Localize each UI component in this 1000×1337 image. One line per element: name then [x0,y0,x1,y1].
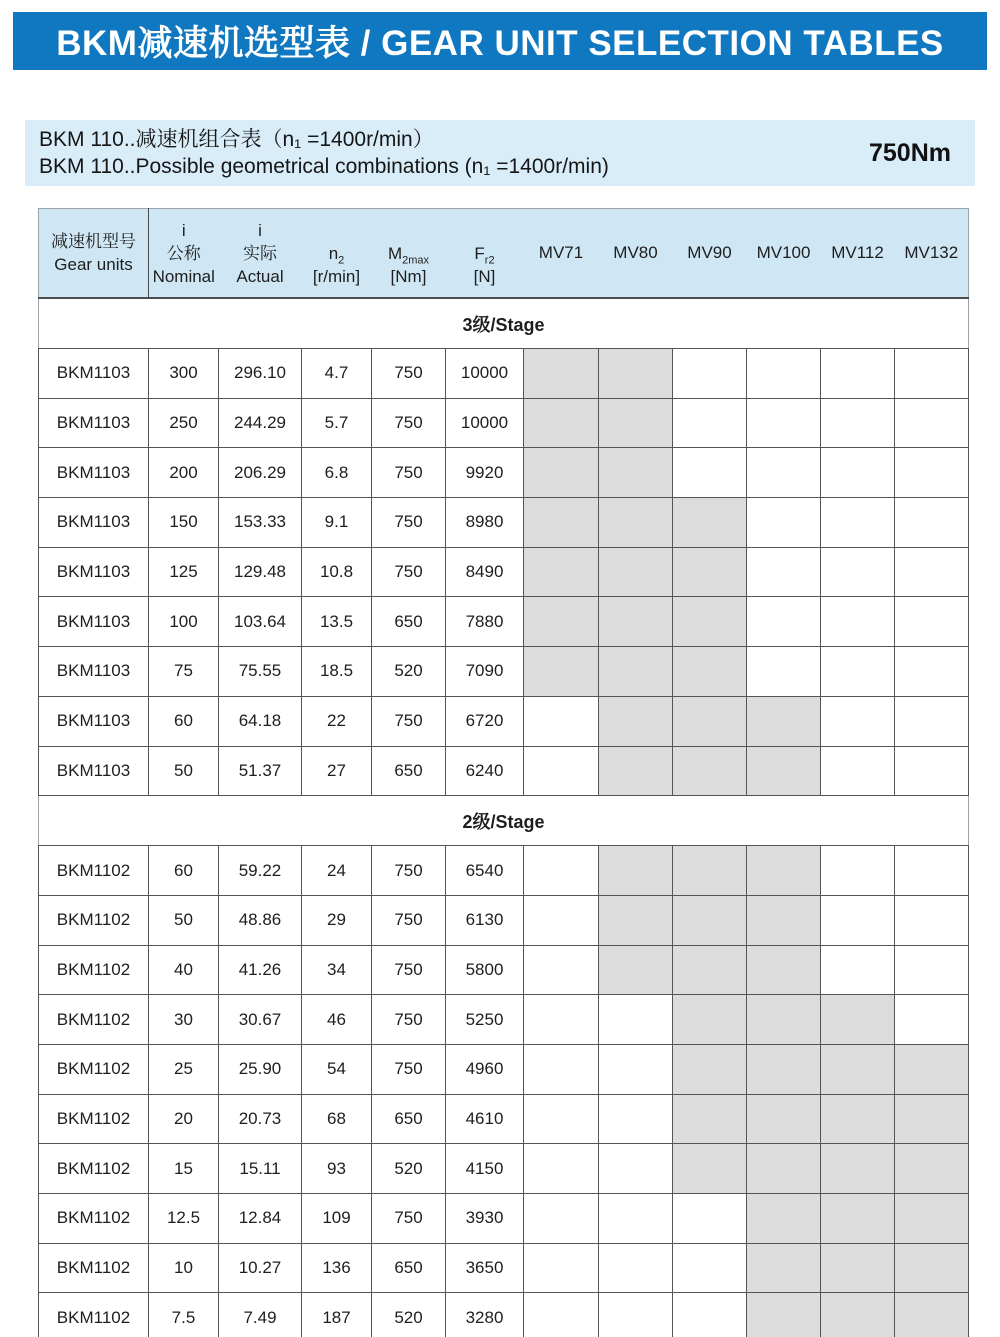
col-header-i-actual [219,209,302,299]
motor-cell-mv112 [821,746,895,796]
cell-gear-unit: BKM1102 [39,846,149,896]
cell-fr2: 3930 [446,1194,524,1244]
cell-fr2: 6240 [446,746,524,796]
motor-cell-mv100 [747,1243,821,1293]
col-header-i-nominal-en: Nominal [152,266,215,286]
cell-gear-unit: BKM1102 [39,995,149,1045]
motor-cell-mv90 [673,895,747,945]
motor-cell-mv90 [673,945,747,995]
cell-fr2: 3650 [446,1243,524,1293]
col-header-gear-units-zh: 减速机型号 [51,232,136,251]
table-row [39,846,969,896]
motor-cell-mv132 [895,398,969,448]
header-row [39,209,969,299]
cell-n2: 109 [302,1194,372,1244]
cell-gear-unit: BKM1102 [39,1044,149,1094]
motor-cell-mv112 [821,1144,895,1194]
motor-cell-mv112 [821,498,895,548]
motor-cell-mv90 [673,696,747,746]
motor-cell-mv90 [673,1293,747,1337]
motor-cell-mv132 [895,945,969,995]
cell-n2: 34 [302,945,372,995]
motor-cell-mv80 [599,349,673,399]
motor-cell-mv132 [895,1044,969,1094]
motor-cell-mv80 [599,846,673,896]
motor-cell-mv100 [747,448,821,498]
motor-cell-mv71 [524,1044,599,1094]
motor-cell-mv71 [524,746,599,796]
cell-gear-unit: BKM1103 [39,498,149,548]
motor-cell-mv90 [673,995,747,1045]
cell-m2max: 750 [372,995,446,1045]
page-title: BKM减速机选型表 / GEAR UNIT SELECTION TABLES [56,24,944,63]
cell-gear-unit: BKM1103 [39,696,149,746]
table-row [39,1293,969,1337]
cell-gear-unit: BKM1103 [39,448,149,498]
motor-cell-mv100 [747,846,821,896]
col-header-fr2 [446,209,524,299]
col-header-mv71: MV71 [524,209,599,299]
motor-cell-mv80 [599,1094,673,1144]
n2-unit: [r/min] [312,266,361,286]
table-row [39,448,969,498]
motor-cell-mv80 [599,746,673,796]
motor-cell-mv100 [747,498,821,548]
cell-n2: 29 [302,895,372,945]
motor-cell-mv100 [747,1144,821,1194]
motor-cell-mv80 [599,398,673,448]
cell-gear-unit: BKM1102 [39,1243,149,1293]
cell-n2: 187 [302,1293,372,1337]
cell-i-actual: 30.67 [219,995,302,1045]
motor-cell-mv112 [821,647,895,697]
cell-n2: 68 [302,1094,372,1144]
table-row [39,398,969,448]
table-row [39,349,969,399]
cell-m2max: 750 [372,398,446,448]
motor-cell-mv80 [599,647,673,697]
title-banner [13,12,987,70]
cell-i-nominal: 125 [149,547,219,597]
cell-fr2: 6130 [446,895,524,945]
motor-cell-mv132 [895,746,969,796]
cell-i-nominal: 300 [149,349,219,399]
cell-n2: 93 [302,1144,372,1194]
cell-i-actual: 7.49 [219,1293,302,1337]
cell-m2max: 650 [372,746,446,796]
cell-m2max: 520 [372,1144,446,1194]
cell-i-nominal: 15 [149,1144,219,1194]
motor-cell-mv132 [895,846,969,896]
cell-gear-unit: BKM1102 [39,1194,149,1244]
cell-m2max: 750 [372,547,446,597]
motor-cell-mv71 [524,1293,599,1337]
motor-cell-mv90 [673,498,747,548]
motor-cell-mv71 [524,895,599,945]
motor-cell-mv100 [747,895,821,945]
motor-cell-mv112 [821,448,895,498]
cell-i-actual: 206.29 [219,448,302,498]
stage-section-label: 2级/Stage [39,796,969,846]
cell-gear-unit: BKM1103 [39,349,149,399]
motor-cell-mv112 [821,597,895,647]
motor-cell-mv71 [524,1243,599,1293]
motor-cell-mv90 [673,547,747,597]
motor-cell-mv132 [895,1094,969,1144]
col-header-gear-units [39,209,149,299]
motor-cell-mv90 [673,448,747,498]
cell-gear-unit: BKM1102 [39,1293,149,1337]
motor-cell-mv112 [821,846,895,896]
cell-i-nominal: 10 [149,1243,219,1293]
col-header-m2max [372,209,446,299]
motor-cell-mv80 [599,1243,673,1293]
motor-cell-mv90 [673,746,747,796]
motor-cell-mv71 [524,349,599,399]
motor-cell-mv90 [673,398,747,448]
stage-section-row [39,796,969,846]
motor-cell-mv90 [673,647,747,697]
motor-cell-mv80 [599,895,673,945]
motor-cell-mv100 [747,696,821,746]
subheader-lines [25,126,869,180]
motor-cell-mv100 [747,1293,821,1337]
motor-cell-mv112 [821,945,895,995]
col-header-i-nominal [149,209,219,299]
motor-cell-mv80 [599,1194,673,1244]
motor-cell-mv80 [599,945,673,995]
cell-i-nominal: 250 [149,398,219,448]
cell-i-actual: 244.29 [219,398,302,448]
cell-fr2: 4960 [446,1044,524,1094]
cell-gear-unit: BKM1103 [39,547,149,597]
motor-cell-mv112 [821,1194,895,1244]
cell-fr2: 8490 [446,547,524,597]
motor-cell-mv132 [895,696,969,746]
cell-i-nominal: 60 [149,696,219,746]
cell-n2: 18.5 [302,647,372,697]
n2-symbol: $n_2$ [328,243,345,266]
cell-n2: 24 [302,846,372,896]
cell-m2max: 750 [372,696,446,746]
m2max-symbol: $M_{2max}$ [387,243,430,266]
motor-cell-mv80 [599,696,673,746]
motor-cell-mv90 [673,846,747,896]
motor-cell-mv132 [895,895,969,945]
cell-i-actual: 15.11 [219,1144,302,1194]
cell-fr2: 3280 [446,1293,524,1337]
motor-cell-mv100 [747,746,821,796]
motor-cell-mv80 [599,995,673,1045]
motor-cell-mv80 [599,547,673,597]
cell-i-actual: 25.90 [219,1044,302,1094]
col-header-mv112: MV112 [821,209,895,299]
motor-cell-mv112 [821,1293,895,1337]
motor-cell-mv132 [895,547,969,597]
motor-cell-mv100 [747,349,821,399]
cell-i-actual: 64.18 [219,696,302,746]
motor-cell-mv100 [747,597,821,647]
motor-cell-mv112 [821,398,895,448]
motor-cell-mv100 [747,995,821,1045]
cell-fr2: 5800 [446,945,524,995]
cell-i-actual: 129.48 [219,547,302,597]
cell-i-actual: 296.10 [219,349,302,399]
motor-cell-mv71 [524,647,599,697]
cell-i-nominal: 75 [149,647,219,697]
motor-cell-mv132 [895,498,969,548]
col-header-i-symbol: i [258,220,262,240]
cell-m2max: 750 [372,1044,446,1094]
motor-cell-mv90 [673,597,747,647]
table-row [39,1194,969,1244]
motor-cell-mv132 [895,995,969,1045]
cell-m2max: 520 [372,647,446,697]
motor-cell-mv100 [747,1194,821,1244]
cell-gear-unit: BKM1103 [39,746,149,796]
col-header-mv100: MV100 [747,209,821,299]
cell-i-nominal: 60 [149,846,219,896]
subheader-line-zh: BKM 110..减速机组合表（n₁ =1400r/min） [39,128,434,151]
motor-cell-mv100 [747,945,821,995]
cell-fr2: 10000 [446,398,524,448]
fr2-symbol: $F_{r2}$ [474,243,495,266]
cell-i-nominal: 200 [149,448,219,498]
cell-m2max: 650 [372,1094,446,1144]
cell-m2max: 750 [372,945,446,995]
motor-cell-mv90 [673,1194,747,1244]
cell-i-nominal: 50 [149,746,219,796]
motor-cell-mv132 [895,1194,969,1244]
cell-i-actual: 103.64 [219,597,302,647]
cell-m2max: 750 [372,349,446,399]
cell-i-nominal: 25 [149,1044,219,1094]
cell-gear-unit: BKM1103 [39,398,149,448]
motor-cell-mv132 [895,1243,969,1293]
motor-cell-mv90 [673,1243,747,1293]
cell-fr2: 6720 [446,696,524,746]
motor-cell-mv80 [599,1044,673,1094]
cell-m2max: 750 [372,448,446,498]
m2max-unit: [Nm] [390,266,427,286]
motor-cell-mv132 [895,1144,969,1194]
cell-gear-unit: BKM1102 [39,1144,149,1194]
subheader-box [25,120,975,186]
cell-i-actual: 41.26 [219,945,302,995]
cell-fr2: 9920 [446,448,524,498]
table-row [39,895,969,945]
subheader-line-en: BKM 110..Possible geometrical combinations (n₁ =1400r/min) [39,155,609,178]
motor-cell-mv132 [895,349,969,399]
motor-cell-mv112 [821,547,895,597]
cell-m2max: 750 [372,498,446,548]
table-row [39,1243,969,1293]
table-row [39,746,969,796]
motor-cell-mv132 [895,597,969,647]
motor-cell-mv112 [821,1243,895,1293]
cell-i-nominal: 12.5 [149,1194,219,1244]
motor-cell-mv71 [524,547,599,597]
cell-i-actual: 48.86 [219,895,302,945]
motor-cell-mv132 [895,1293,969,1337]
motor-cell-mv132 [895,647,969,697]
cell-i-nominal: 20 [149,1094,219,1144]
stage-section-label: 3级/Stage [39,298,969,349]
cell-fr2: 7880 [446,597,524,647]
table-row [39,696,969,746]
motor-cell-mv100 [747,1094,821,1144]
cell-i-actual: 12.84 [219,1194,302,1244]
motor-cell-mv100 [747,547,821,597]
table-row [39,1144,969,1194]
cell-i-actual: 51.37 [219,746,302,796]
cell-i-actual: 153.33 [219,498,302,548]
motor-cell-mv132 [895,448,969,498]
motor-cell-mv71 [524,398,599,448]
cell-gear-unit: BKM1102 [39,1094,149,1144]
table-row [39,647,969,697]
table-row [39,1094,969,1144]
cell-i-actual: 10.27 [219,1243,302,1293]
cell-i-nominal: 100 [149,597,219,647]
motor-cell-mv112 [821,1044,895,1094]
cell-gear-unit: BKM1103 [39,597,149,647]
col-header-i-actual-en: Actual [236,266,284,286]
selection-table-body [39,298,969,1337]
cell-n2: 10.8 [302,547,372,597]
motor-cell-mv100 [747,1044,821,1094]
cell-n2: 136 [302,1243,372,1293]
col-header-mv132: MV132 [895,209,969,299]
cell-m2max: 520 [372,1293,446,1337]
motor-cell-mv100 [747,647,821,697]
cell-fr2: 4150 [446,1144,524,1194]
motor-cell-mv100 [747,398,821,448]
motor-cell-mv80 [599,448,673,498]
col-header-n2 [302,209,372,299]
cell-m2max: 750 [372,895,446,945]
col-header-i-symbol: i [181,220,186,240]
cell-i-actual: 75.55 [219,647,302,697]
motor-cell-mv71 [524,498,599,548]
stage-section-row [39,298,969,349]
motor-cell-mv71 [524,1144,599,1194]
cell-i-nominal: 30 [149,995,219,1045]
motor-cell-mv90 [673,349,747,399]
table-row [39,1044,969,1094]
cell-fr2: 8980 [446,498,524,548]
cell-i-nominal: 7.5 [149,1293,219,1337]
cell-m2max: 750 [372,1194,446,1244]
motor-cell-mv71 [524,945,599,995]
motor-cell-mv112 [821,995,895,1045]
motor-cell-mv71 [524,846,599,896]
cell-n2: 5.7 [302,398,372,448]
cell-n2: 4.7 [302,349,372,399]
cell-n2: 54 [302,1044,372,1094]
motor-cell-mv71 [524,995,599,1045]
col-header-mv80: MV80 [599,209,673,299]
col-header-i-nominal-zh: 公称 [166,243,201,263]
motor-cell-mv71 [524,1094,599,1144]
table-row [39,498,969,548]
cell-fr2: 4610 [446,1094,524,1144]
cell-gear-unit: BKM1103 [39,647,149,697]
cell-m2max: 750 [372,846,446,896]
cell-fr2: 10000 [446,349,524,399]
cell-n2: 9.1 [302,498,372,548]
motor-cell-mv112 [821,1094,895,1144]
cell-i-actual: 20.73 [219,1094,302,1144]
cell-fr2: 6540 [446,846,524,896]
gear-selection-table [38,208,969,1337]
cell-fr2: 7090 [446,647,524,697]
col-header-gear-units-en: Gear units [54,255,133,274]
cell-i-actual: 59.22 [219,846,302,896]
motor-cell-mv80 [599,1144,673,1194]
motor-cell-mv112 [821,895,895,945]
motor-cell-mv71 [524,597,599,647]
col-header-i-actual-zh: 实际 [243,243,277,263]
motor-cell-mv80 [599,597,673,647]
cell-i-nominal: 50 [149,895,219,945]
cell-n2: 22 [302,696,372,746]
fr2-unit: [N] [473,266,496,286]
table-row [39,995,969,1045]
motor-cell-mv112 [821,349,895,399]
motor-cell-mv112 [821,696,895,746]
table-row [39,597,969,647]
cell-n2: 13.5 [302,597,372,647]
table-row [39,945,969,995]
motor-cell-mv71 [524,696,599,746]
motor-cell-mv90 [673,1144,747,1194]
table-row [39,547,969,597]
cell-n2: 27 [302,746,372,796]
motor-cell-mv71 [524,1194,599,1244]
cell-n2: 46 [302,995,372,1045]
motor-cell-mv80 [599,498,673,548]
cell-m2max: 650 [372,1243,446,1293]
cell-gear-unit: BKM1102 [39,945,149,995]
cell-m2max: 650 [372,597,446,647]
cell-gear-unit: BKM1102 [39,895,149,945]
motor-cell-mv90 [673,1094,747,1144]
cell-n2: 6.8 [302,448,372,498]
motor-cell-mv71 [524,448,599,498]
col-header-mv90: MV90 [673,209,747,299]
cell-fr2: 5250 [446,995,524,1045]
cell-i-nominal: 150 [149,498,219,548]
motor-cell-mv80 [599,1293,673,1337]
cell-i-nominal: 40 [149,945,219,995]
motor-cell-mv90 [673,1044,747,1094]
torque-rating: 750Nm [869,138,951,167]
